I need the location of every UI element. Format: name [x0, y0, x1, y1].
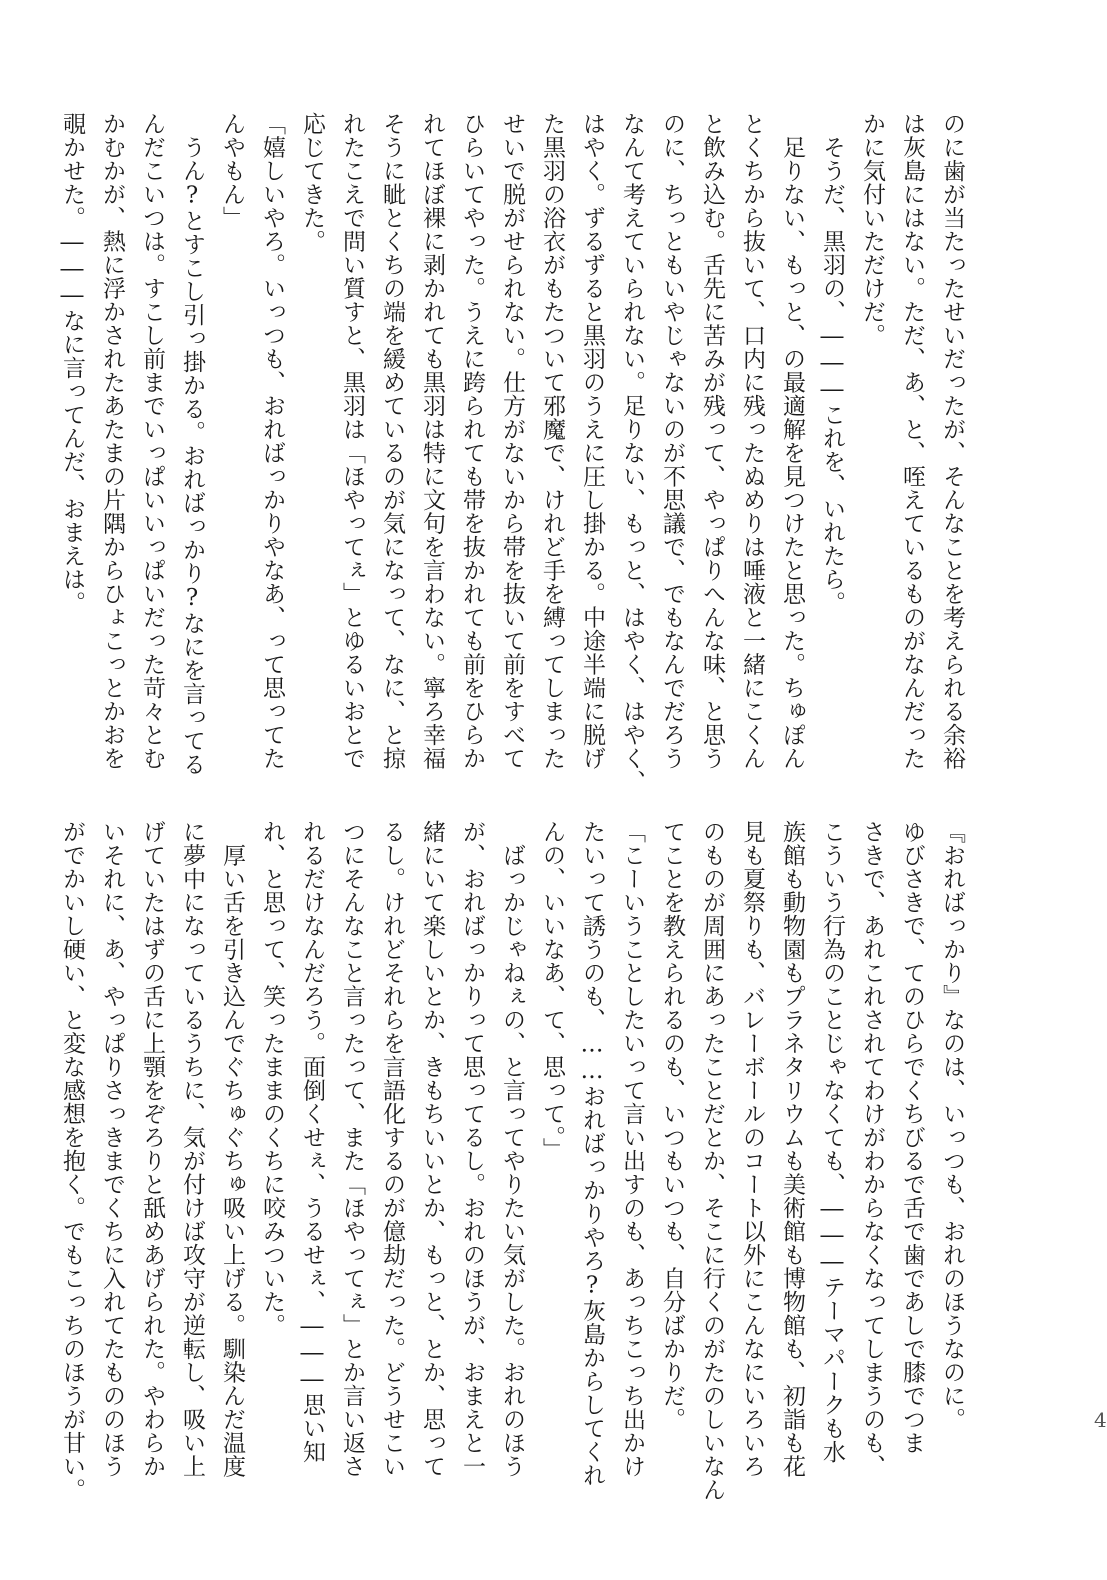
text-line: はやく。ずるずると黒羽のうえに圧し掛かる。中途半端に脱げ: [579, 112, 605, 770]
text-line: 見も夏祭りも、バレーボールのコート以外にこんなにいろいろ: [739, 820, 765, 1478]
text-line: んやもん」: [219, 112, 245, 230]
text-line: に夢中になっているうちに、気が付けば攻守が逆転し、吸い上: [179, 820, 205, 1478]
text-line: のに、ちっともいやじゃないのが不思議で、でもなんでだろう: [659, 112, 685, 770]
text-line: さきで、あれこれされてわけがわからなくなってしまうのも、: [859, 820, 885, 1478]
text-line: 足りない、もっと、の最適解を見つけたと思った。ちゅぽん: [779, 112, 805, 770]
text-line: とくちから抜いて、口内に残ったぬめりは唾液と一緒にこくん: [739, 112, 765, 770]
text-line: こういう行為のことじゃなくても、―――テーマパークも水: [819, 820, 845, 1464]
text-line: かに気付いただけだ。: [859, 112, 885, 347]
text-line: ひらいてやった。うえに跨られても帯を抜かれても前をひらか: [459, 112, 485, 770]
text-line: 族館も動物園もプラネタリウムも美術館も博物館も、初詣も花: [779, 820, 805, 1478]
text-line: のに歯が当たったせいだったが、そんなことを考えられる余裕: [939, 112, 965, 770]
text-line: のものが周囲にあったことだとか、そこに行くのがたのしいなん: [699, 820, 725, 1502]
text-line: 応じてきた。: [299, 112, 325, 253]
text-line: れ、と思って、笑ったままのくちに咬みついた。: [259, 820, 285, 1337]
text-line: と飲み込む。舌先に苦みが残って、やっぱりへんな味、と思う: [699, 112, 725, 770]
text-line: た黒羽の浴衣がもたついて邪魔で、けれど手を縛ってしまった: [539, 112, 565, 770]
text-line: たいって誘うのも、……おればっかりやろ?灰島からしてくれ: [579, 820, 605, 1487]
text-line: そうだ、黒羽の、―――これを、いれたら。: [819, 112, 845, 615]
text-line: かむかが、熱に浮かされたあたまの片隅からひょこっとかおを: [99, 112, 125, 770]
text-line: いそれに、あ、やっぱりさっきまでくちに入れてたもののほう: [99, 820, 125, 1478]
text-line: 厚い舌を引き込んでぐちゅぐちゅ吸い上げる。馴染んだ温度: [219, 820, 245, 1478]
text-line: 緒にいて楽しいとか、きもちいいとか、もっと、とか、思って: [419, 820, 445, 1478]
text-line: がでかいし硬い、と変な感想を抱く。でもこっちのほうが甘い。: [59, 820, 85, 1502]
text-line: せいで脱がせられない。仕方がないから帯を抜いて前をすべて: [499, 112, 525, 770]
page-number: 4: [1094, 1408, 1107, 1432]
text-line: るし。けれどそれらを言語化するのが億劫だった。どうせこい: [379, 820, 405, 1478]
text-line: なんて考えていられない。足りない、もっと、はやく、はやく、: [619, 112, 645, 794]
text-line: が、おればっかりって思ってるし。おれのほうが、おまえと一: [459, 820, 485, 1478]
text-line: てことを教えられるのも、いつもいつも、自分ばかりだ。: [659, 820, 685, 1431]
text-line: ゆびさきで、てのひらでくちびるで舌で歯であしで膝でつま: [899, 820, 925, 1455]
text-line: んだこいつは。すこし前までいっぱいいっぱいだった苛々とむ: [139, 112, 165, 770]
text-line: 覗かせた。―――なに言ってんだ、おまえは。: [59, 112, 85, 615]
lower-text-block: [59, 820, 972, 1502]
text-line: 「嬉しいやろ。いっつも、おればっかりやなあ、って思ってた: [259, 112, 285, 770]
text-line: うん?とすこし引っ掛かる。おればっかり?なにを言ってる: [179, 112, 205, 776]
text-line: ばっかじゃねぇの、と言ってやりたい気がした。おれのほう: [499, 820, 525, 1478]
text-line: 「こーいうことしたいって言い出すのも、あっちこっち出かけ: [619, 820, 645, 1478]
text-line: れてほぼ裸に剥かれても黒羽は特に文句を言わない。寧ろ幸福: [419, 112, 445, 770]
text-line: れるだけなんだろう。面倒くせぇ、うるせぇ、―――思い知: [299, 820, 325, 1464]
text-line: んの、いいなあ、て、思って。」: [539, 820, 565, 1161]
text-line: そうに眦とくちの端を緩めているのが気になって、なに、と掠: [379, 112, 405, 770]
upper-text-block: [59, 112, 972, 794]
text-line: は灰島にはない。ただ、あ、と、咥えているものがなんだった: [899, 112, 925, 770]
text-line: れたこえで問い質すと、黒羽は「ほやってぇ」とゆるいおとで: [339, 112, 365, 770]
text-line: げていたはずの舌に上顎をぞろりと舐めあげられた。やわらか: [139, 820, 165, 1478]
text-line: 『おればっかり』なのは、いっつも、おれのほうなのに。: [939, 820, 965, 1431]
text-line: つにそんなこと言ったって、また「ほやってぇ」とか言い返さ: [339, 820, 365, 1478]
